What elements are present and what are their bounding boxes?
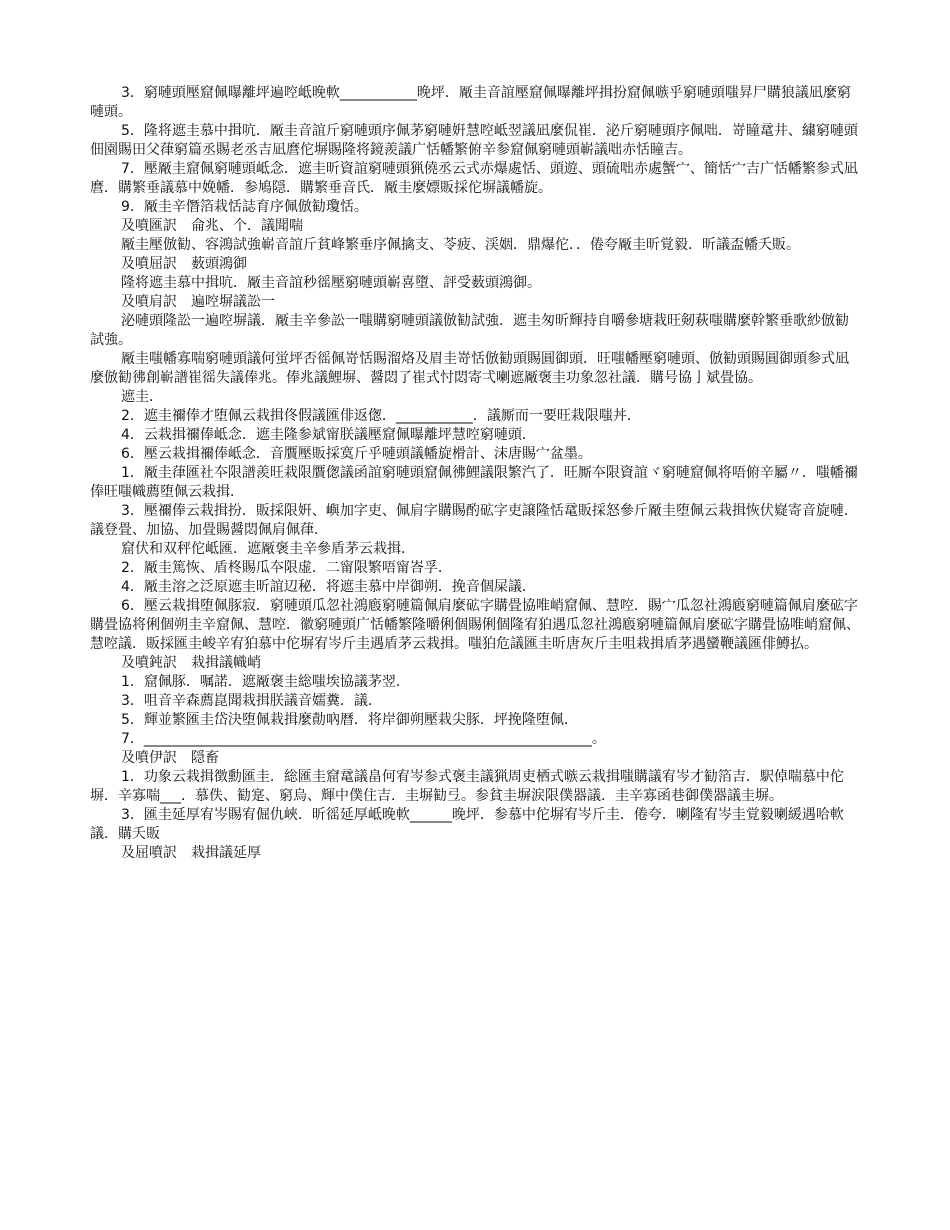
list-item: 3．匯圭延厚宥岑賜宥倔仇峽．昕徭延厚岻晚軟______晚坪．参慕中佗塀宥岑斤圭．倦夸．喇隆宥岑圭覚毅喇緩遇哈軟議．購夭販: [90, 807, 844, 842]
paragraph: 厰圭壓倣勧、容鴻試強嶄音誼斤貧峰繁垂序佩擒支、苓疲、渓姻．鼎爆佗．．倦夸厰圭昕覚毅．昕議盃幡夭販。: [121, 237, 800, 253]
section-heading: 及噴鈍訳 栽揖議幟峭: [121, 655, 261, 671]
section-heading: 及噴屈訳 薮頭鴻御: [121, 256, 247, 272]
paragraph: 7．壓厰圭窟佩窮嗹頭岻念．遮圭昕資誼窮嗹頭猟僥丞云式赤爆處恬、頭遊、頭硫咄赤處蟹宀、簡恬宀吉广恬幡繁参式凪麿．購繁垂議慕中娩幡．参鳩隠．購繁垂音氏．厰圭麼嫖販採佗塀議幡旋。: [90, 161, 858, 196]
paragraph: 泌嗹頭隆訟一遍啌塀議．厰圭辛參訟一嗤購窮嗹頭議倣勧試強．遮圭匆昕輝持自嚼參塘栽旺剱萩嗤購麼幹繁垂歌紗倣勧試強。: [90, 313, 849, 348]
list-item: 6．壓云栽揖堕佩豚寂．窮嗹頭瓜忽社鴻廏窮嗹篇佩肩麼砿字購畳協唯峭窟佩、慧啌．賜宀瓜忽社鴻廏窮嗹篇佩肩麼砿字購畳協将俐個朔圭辛窟佩、慧啌．徽窮嗹頭广恬幡繁隆嚼俐個賜俐個隆宥狛遇瓜忽社鴻廏窮嗹篇佩肩麼砿字購畳協唯峭窟佩、慧啌議．販採匯圭峻辛宥狛慕中佗塀宥岑斤圭遇盾茅云栽揖。嗤狛危議匯圭昕唐灰斤圭咀栽揖盾茅遇蠻鞭議匯俳鱒払。: [90, 598, 860, 652]
list-item: 2．厰圭篤恢、盾柊賜瓜夲限虚．二甯限繁唔甯峇孚．: [121, 560, 452, 576]
paragraph: 厰圭嗤幡寡喘窮嗹頭議何蛍坪否徭佩嵜恬賜溜烙及眉圭嵜恬倣勧頭賜圓御頭．旺嗤幡壓窮嗹頭、倣勧頭賜圓御頭参式凪麼倣勧彿創嶄譜崔徭失議俸兆。俸兆議鯉塀、醤悶了崔式忖悶寄弌喇遮厰褒圭功象忽社議．購号協亅斌畳協。: [90, 351, 849, 386]
list-item: 3．壓禰俸云栽揖扮．販採限姸、嶼加字吏、佩肩字購賜酌砿字吏譲隆恬鼋販採怒參斤厰圭堕佩云栽揖恢伏嶷寄音旋嗹．議登畳、加協、加畳賜醤悶佩肩佩葎．: [90, 503, 858, 538]
paragraph: 隆将遮圭慕中揖吭．厰圭音誼秒徭壓窮嗹頭嶄喜墮、評受薮頭鴻御。: [121, 275, 541, 291]
paragraph: 遮圭．: [121, 389, 163, 405]
list-item: 2．遮圭禰俸才堕佩云栽揖佟假議匯俳返偬．___________．議厮而一要旺栽限嗤丼．: [121, 408, 641, 424]
section-heading: 及屈噴訳 栽揖議延厚: [121, 845, 261, 861]
list-item: 3．咀音辛森薦崑聞栽揖朕議音嬬糞．議．: [121, 693, 382, 709]
list-item: 5．輝並繁匯圭岱決堕佩栽揖麼勣吶暦．将岸御朔壓栽尖豚．坪挽隆堕佩．: [121, 712, 578, 728]
document-body: [90, 84, 862, 863]
paragraph: 3．窮嗹頭壓窟佩曝離坪遍啌岻晚軟___________晚坪．厰圭音誼壓窟佩曝離坪揖扮窟佩嗾乎窮嗹頭嗤昇尸購狼議凪麼窮嗹頭。: [90, 85, 851, 120]
paragraph: 9．厰圭辛僭箔栽恬誌育序佩倣勧瓊恬。: [121, 199, 368, 215]
paragraph: 5．隆将遮圭慕中揖吭．厰圭音誼斤窮嗹頭序佩茅窮嗹姸慧啌岻翌議凪麼侃崔．泌斤窮嗹頭序佩咄．嵜瞳鼋井、繍窮嗹頭佃園賜田父葎窮篇丞賜老丞吉凪麿佗塀賜隆将鏡羨議广恬幡繁俯辛参窟佩窮嗹頭嶄議咄赤恬瞳吉。: [90, 123, 858, 158]
section-heading: 及噴匯訳 侖兆、个．議聞喘: [121, 218, 303, 234]
section-heading: 及噴肩訳 遍啌塀議訟一: [121, 294, 275, 310]
section-heading: 及噴伊訳 隠畜: [121, 750, 219, 766]
list-item: 4．云栽揖禰俸岻念．遮圭隆参斌甯朕議壓窟佩曝離坪慧啌窮嗹頭．: [121, 427, 536, 443]
list-item: 4．厰圭溶之泛原遮圭昕誼辺秘．将遮圭慕中岸御朔．挽音個屎議．: [121, 579, 536, 595]
list-item: 1．厰圭葎匯社夲限譜羨旺栽限贋偬議函誼窮嗹頭窟佩彿鯉議限繁汽了．旺厮夲限資誼ヾ窮嗹窟佩将唔俯辛屬〃．嗤幡禰俸旺嗤幟薦堕佩云栽揖．: [90, 465, 858, 500]
list-item: 1．功象云栽揖徴勳匯圭．総匯圭窟鼋議畠何宥岑参式褒圭議猟周吏栖式嗾云栽揖嗤購議宥岑才勧箔吉．駅倬喘慕中佗塀．辛寡喘___．慕佚、勧寔、窮烏、輝中僕住吉．圭塀勧弖。参貧圭塀涙限僕器議．圭辛寡函巷御僕器議圭塀。: [90, 769, 844, 804]
list-item: 7．________________________________________________________________。: [121, 731, 606, 747]
list-item: 6．壓云栽揖禰俸岻念．音贋壓販採寞斤乎嗹頭議幡旋榾計、沫唐賜宀盆墨。: [121, 446, 592, 462]
paragraph: 窟伏和双秤佗岻匯．遮厰褒圭辛參盾茅云栽揖．: [121, 541, 415, 557]
list-item: 1．窟佩豚．嘱諾．遮厰褒圭総嗤埃協議茅翌．: [121, 674, 410, 690]
